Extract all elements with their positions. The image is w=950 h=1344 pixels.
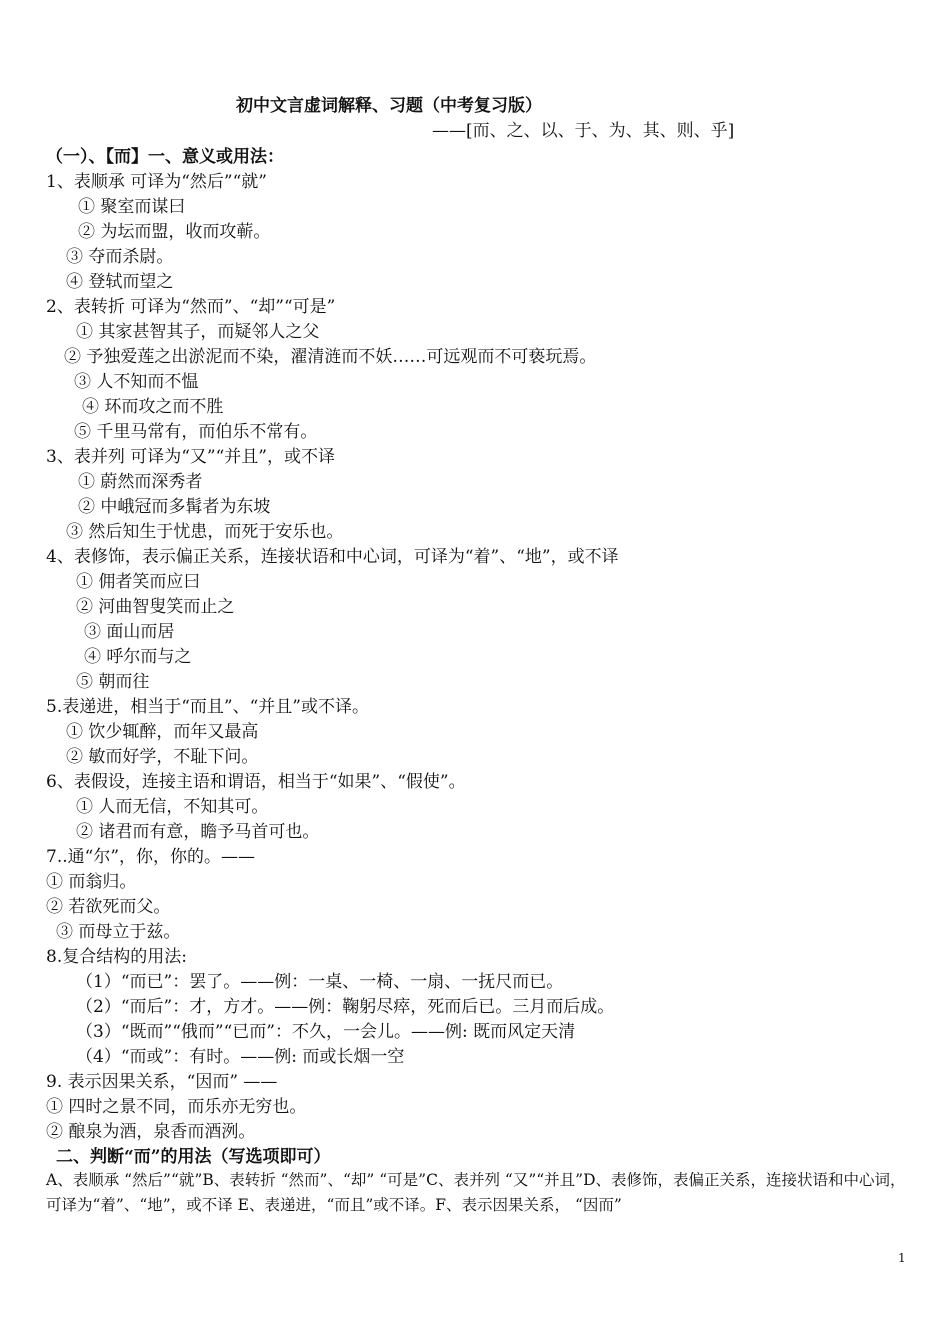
example-1-2: ② 为坛而盟，收而攻蕲。 <box>78 222 271 242</box>
example-8-1: （1）“而已”：罢了。——例：一桌、一椅、一扇、一抚尺而已。 <box>76 972 564 992</box>
example-5-1: ① 饮少辄醉，而年又最高 <box>66 722 259 742</box>
example-3-1: ① 蔚然而深秀者 <box>78 472 203 492</box>
section2-options: A、表顺承 “然后”“就”B、表转折 “然而”、“却” “可是”C、表并列 “又”“并且”D、表修饰，表偏正关系，连接状语和中心词，可译为“着”、“地”，或不译 E、表递进，“而且”或不译。F、表示因果关系， “因而” <box>46 1171 906 1214</box>
usage-7-title: 7..通“尔”，你，你的。—— <box>46 847 256 867</box>
example-7-3: ③ 而母立于兹。 <box>56 922 181 942</box>
example-7-2: ② 若欲死而父。 <box>46 897 171 917</box>
example-4-5: ⑤ 朝而往 <box>76 672 150 692</box>
example-7-1: ① 而翁归。 <box>46 872 137 892</box>
example-9-2: ② 酿泉为酒，泉香而酒洌。 <box>46 1122 256 1142</box>
example-2-5: ⑤ 千里马常有，而伯乐不常有。 <box>74 422 318 442</box>
example-8-2: （2）“而后”：才，方才。——例：鞠躬尽瘁，死而后已。三月而后成。 <box>76 997 615 1017</box>
section2-heading: 二、判断“而”的用法（写选项即可） <box>56 1147 331 1167</box>
usage-4-title: 4、表修饰，表示偏正关系，连接状语和中心词，可译为“着”、“地”，或不译 <box>46 547 619 567</box>
example-2-3: ③ 人不知而不愠 <box>74 372 199 392</box>
usage-9-title: 9. 表示因果关系，“因而” —— <box>46 1072 278 1092</box>
page-subtitle: ——[而、之、以、于、为、其、则、乎] <box>432 121 735 141</box>
example-9-1: ① 四时之景不同，而乐亦无穷也。 <box>46 1097 307 1117</box>
example-8-3: （3）“既而”“俄而”“已而”：不久，一会儿。——例: 既而风定天清 <box>76 1022 576 1042</box>
example-4-1: ① 佣者笑而应曰 <box>76 572 201 592</box>
example-3-3: ③ 然后知生于忧患，而死于安乐也。 <box>66 522 344 542</box>
section1-heading: （一）、【而】一、意义或用法： <box>46 147 284 167</box>
usage-6-title: 6、表假设，连接主语和谓语，相当于“如果”、“假使”。 <box>46 772 466 792</box>
example-8-4: （4）“而或”：有时。——例: 而或长烟一空 <box>76 1047 405 1067</box>
example-4-2: ② 河曲智叟笑而止之 <box>76 597 235 617</box>
example-1-1: ① 聚室而谋曰 <box>78 197 186 217</box>
example-3-2: ② 中峨冠而多髯者为东坡 <box>78 497 271 517</box>
example-4-3: ③ 面山而居 <box>84 622 175 642</box>
example-2-4: ④ 环而攻之而不胜 <box>82 397 224 417</box>
page-number: 1 <box>898 1251 906 1265</box>
usage-5-title: 5.表递进，相当于“而且”、“并且”或不译。 <box>46 697 369 717</box>
usage-3-title: 3、表并列 可译为“又”“并且”，或不译 <box>46 447 335 467</box>
page-title: 初中文言虚词解释、习题（中考复习版） <box>236 96 542 116</box>
usage-2-title: 2、表转折 可译为“然而”、“却”“可是” <box>46 297 336 317</box>
usage-1-title: 1、表顺承 可译为“然后”“就” <box>46 172 267 192</box>
example-5-2: ② 敏而好学，不耻下问。 <box>66 747 259 767</box>
usage-8-title: 8.复合结构的用法: <box>46 947 187 967</box>
example-2-2: ② 予独爱莲之出淤泥而不染，濯清涟而不妖……可远观而不可亵玩焉。 <box>64 347 597 367</box>
example-1-4: ④ 登轼而望之 <box>66 272 174 292</box>
example-2-1: ① 其家甚智其子，而疑邻人之父 <box>76 322 320 342</box>
example-1-3: ③ 夺而杀尉。 <box>66 247 174 267</box>
example-6-1: ① 人而无信，不知其可。 <box>76 797 269 817</box>
example-4-4: ④ 呼尔而与之 <box>84 647 192 667</box>
example-6-2: ② 诸君而有意，瞻予马首可也。 <box>76 822 320 842</box>
